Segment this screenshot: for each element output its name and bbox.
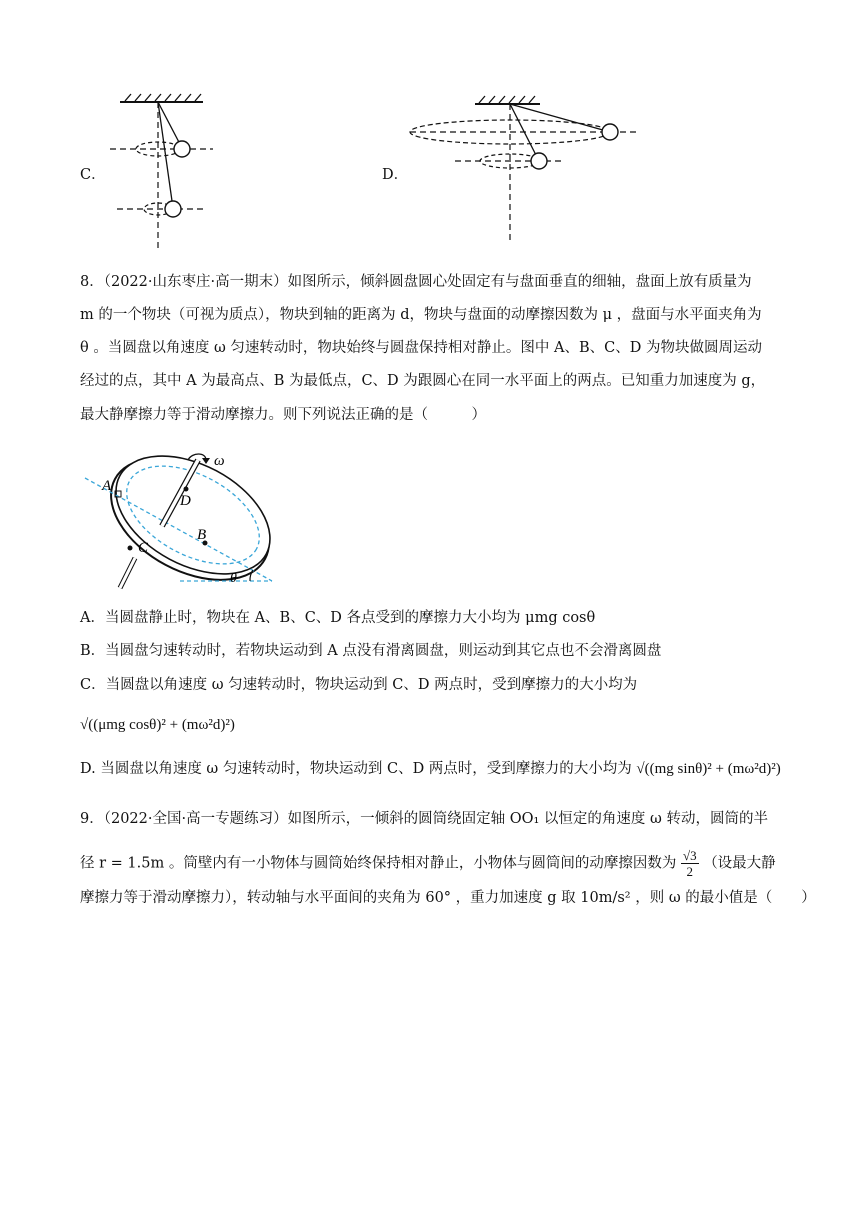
- point-d-label: D: [180, 493, 191, 509]
- q9-line-3: 摩擦力等于滑动摩擦力），转动轴与水平面间的夹角为 60° ，重力加速度 g 取 10m/s² ，则 ω 的最小值是（ ）: [80, 890, 816, 906]
- q9-line-1: 9．（2022·全国·高一专题练习）如图所示，一倾斜的圆筒绕固定轴 OO₁ 以恒定的角速度 ω 转动，圆筒的半: [80, 811, 768, 827]
- pendulum-figure-c: [105, 92, 215, 250]
- point-c-label: C: [138, 540, 149, 556]
- q8-option-b: B．当圆盘匀速转动时，若物块运动到 A 点没有滑离圆盘，则运动到其它点也不会滑离圆盘: [80, 643, 662, 659]
- pendulum-figure-d: [405, 94, 645, 246]
- q8-option-a: A．当圆盘静止时，物块在 A、B、C、D 各点受到的摩擦力大小均为 μmg cosθ: [80, 610, 596, 626]
- q9-line-2b: （设最大静: [703, 855, 776, 872]
- option-d-figure-label: D．: [382, 167, 409, 183]
- option-c-figure-label: C．: [80, 167, 106, 183]
- q8-option-c: C．当圆盘以角速度 ω 匀速转动时，物块运动到 C、D 两点时，受到摩擦力的大小均为: [80, 677, 638, 693]
- omega-label: ω: [214, 453, 225, 469]
- q9-line-2a: 径 r = 1.5m 。筒壁内有一小物体与圆筒始终保持相对静止，小物体与圆筒间的动摩擦因数为: [80, 855, 677, 872]
- point-b-label: B: [197, 527, 207, 543]
- q8-option-d: [80, 759, 781, 779]
- point-a-label: A: [102, 478, 112, 494]
- fraction-numerator: √3: [682, 848, 697, 863]
- q8-option-c-formula: √((μmg cosθ)² + (mω²d)²): [80, 717, 235, 733]
- q9-line-2: [80, 848, 776, 879]
- theta-label: θ: [230, 571, 237, 586]
- fraction-denominator: 2: [686, 864, 693, 879]
- q8-option-d-formula: √((mg sinθ)² + (mω²d)²): [636, 761, 781, 777]
- q8-option-d-text: D. 当圆盘以角速度 ω 匀速转动时，物块运动到 C、D 两点时，受到摩擦力的大小均为: [80, 761, 632, 777]
- q8-line-2: m 的一个物块（可视为质点），物块到轴的距离为 d，物块与盘面的动摩擦因数为 μ ，盘面与水平面夹角为: [80, 307, 762, 323]
- q8-line-1: 8．（2022·山东枣庄·高一期末）如图所示，倾斜圆盘圆心处固定有与盘面垂直的细轴，盘面上放有质量为: [80, 274, 752, 290]
- friction-coefficient-fraction: [681, 848, 699, 879]
- tilted-disc-figure: [80, 448, 280, 596]
- q8-line-3: θ 。当圆盘以角速度 ω 匀速转动时，物块始终与圆盘保持相对静止。图中 A、B、C、D 为物块做圆周运动: [80, 340, 762, 356]
- q8-line-5: 最大静摩擦力等于滑动摩擦力。则下列说法正确的是（ ）: [80, 407, 486, 423]
- q8-line-4: 经过的点，其中 A 为最高点、B 为最低点，C、D 为跟圆心在同一水平面上的两点。已知重力加速度为 g，: [80, 373, 766, 389]
